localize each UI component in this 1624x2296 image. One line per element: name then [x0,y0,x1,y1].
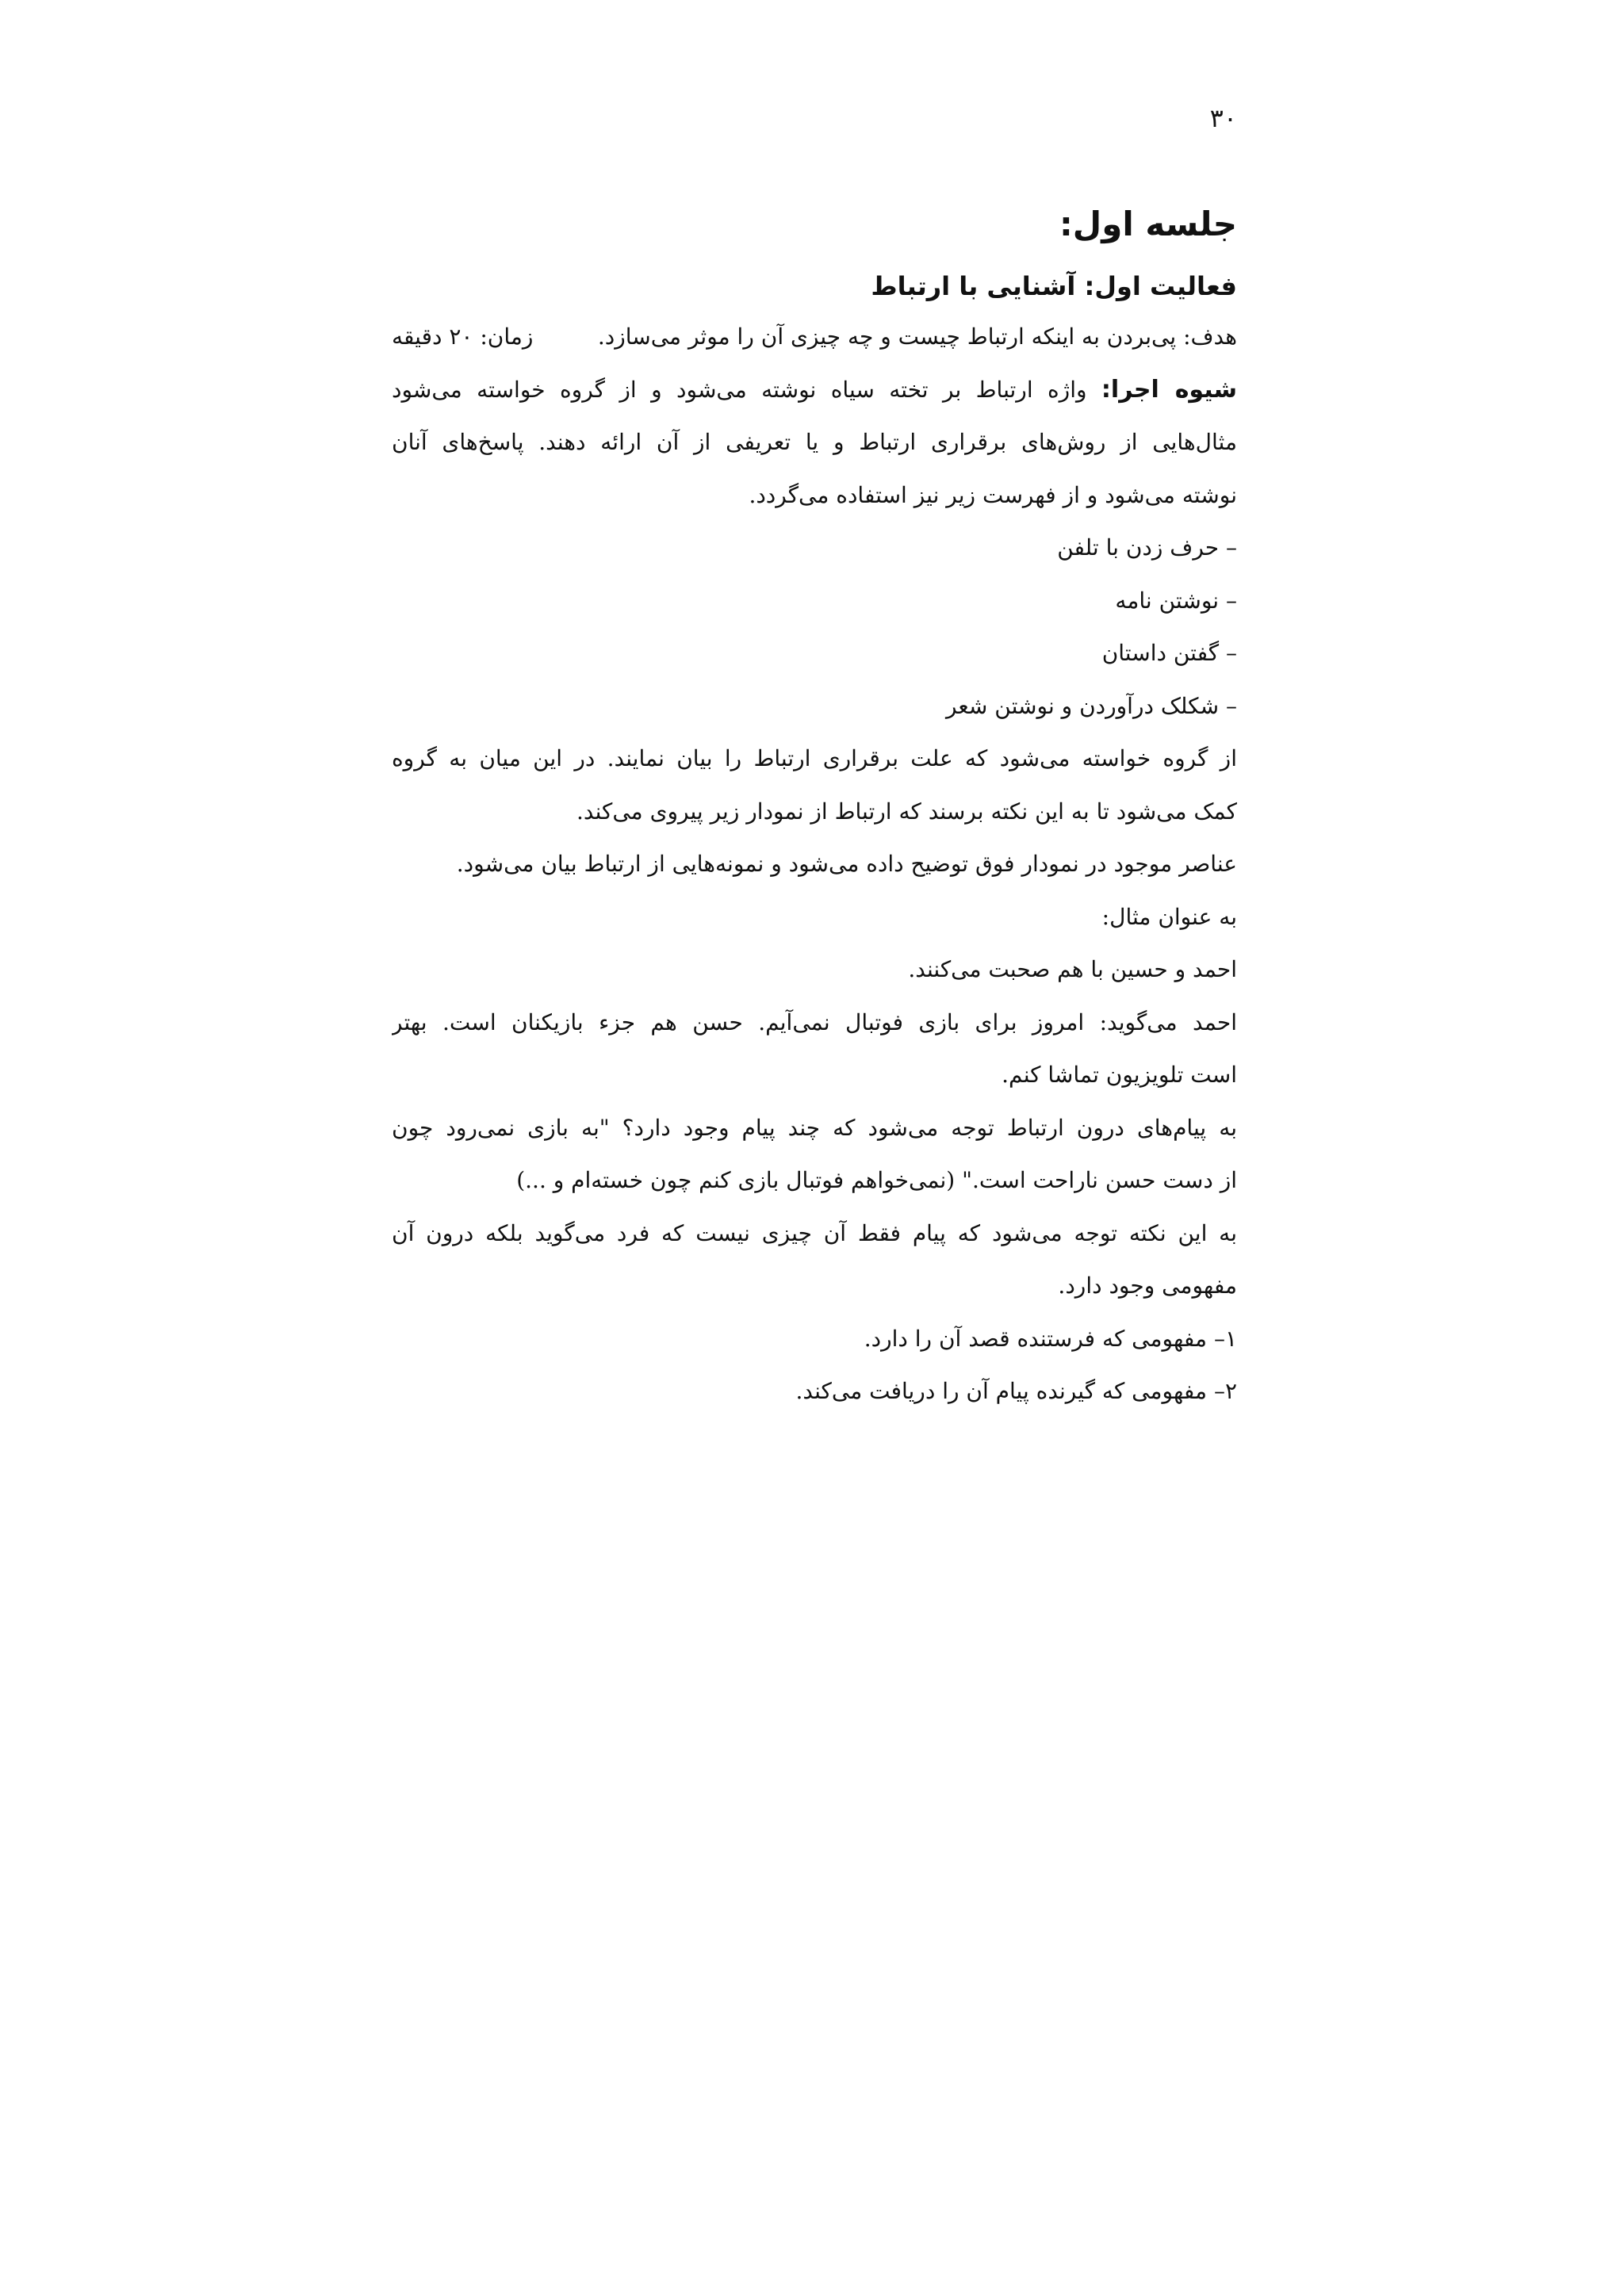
text-line: احمد و حسین با هم صحبت می‌کنند. [908,956,1237,982]
text-line: نوشته می‌شود و از فهرست زیر نیز استفاده می‌گردد. [749,481,1237,508]
text-line: از دست حسن ناراحت است." (نمی‌خواهم فوتبال بازی کنم چون خسته‌ام و ...) [516,1167,1237,1193]
list-item: – گفتن داستان [1101,640,1237,666]
numbered-item: ۲– مفهومی که گیرنده پیام آن را دریافت می‌کند. [795,1378,1237,1404]
text-line: مفهومی وجود دارد. [1058,1272,1237,1299]
text-line: است تلویزیون تماشا کنم. [1002,1062,1237,1088]
list-item: – نوشتن نامه [1115,587,1237,614]
text-line: به عنوان مثال: [1101,903,1237,930]
numbered-item: ۱– مفهومی که فرستنده قصد آن را دارد. [864,1325,1237,1352]
activity-heading: فعالیت اول: آشنایی با ارتباط [871,271,1237,301]
text-line: به پیام‌های درون ارتباط توجه می‌شود که چند پیام وجود دارد؟ "به بازی نمی‌رود چون [392,1114,1237,1141]
method-text: واژه ارتباط بر تخته سیاه نوشته می‌شود و از گروه خواسته می‌شود [392,376,1087,403]
page-content [392,197,1237,1418]
list-item: – حرف زدن با تلفن [1057,534,1237,561]
session-heading: جلسه اول: [1059,205,1237,243]
list-item: – شکلک درآوردن و نوشتن شعر [945,692,1237,719]
text-line: احمد می‌گوید: امروز برای بازی فوتبال نمی‌آیم. حسن هم جزء بازیکنان است. بهتر [392,1008,1237,1035]
time-text: زمان: ۲۰ دقیقه [392,323,534,350]
method-label: شیوه اجرا: [1101,375,1237,404]
text-line: از گروه خواسته می‌شود که علت برقراری ارتباط را بیان نمایند. در این میان به گروه [392,745,1237,771]
method-line [392,364,1237,417]
goal-text: هدف: پی‌بردن به اینکه ارتباط چیست و چه چیزی آن را موثر می‌سازد. [597,323,1237,350]
text-line: مثال‌هایی از روش‌های برقراری ارتباط و یا تعریفی از آن ارائه دهند. پاسخ‌های آنان [392,429,1237,455]
text-line: کمک می‌شود تا به این نکته برسند که ارتباط از نمودار زیر پیروی می‌کند. [576,798,1237,825]
goal-line [392,311,1237,364]
text-line: به این نکته توجه می‌شود که پیام فقط آن چیزی نیست که فرد می‌گوید بلکه درون آن [392,1219,1237,1246]
page-number: ۳۰ [1209,103,1237,133]
text-line: عناصر موجود در نمودار فوق توضیح داده می‌شود و نمونه‌هایی از ارتباط بیان می‌شود. [456,851,1237,877]
